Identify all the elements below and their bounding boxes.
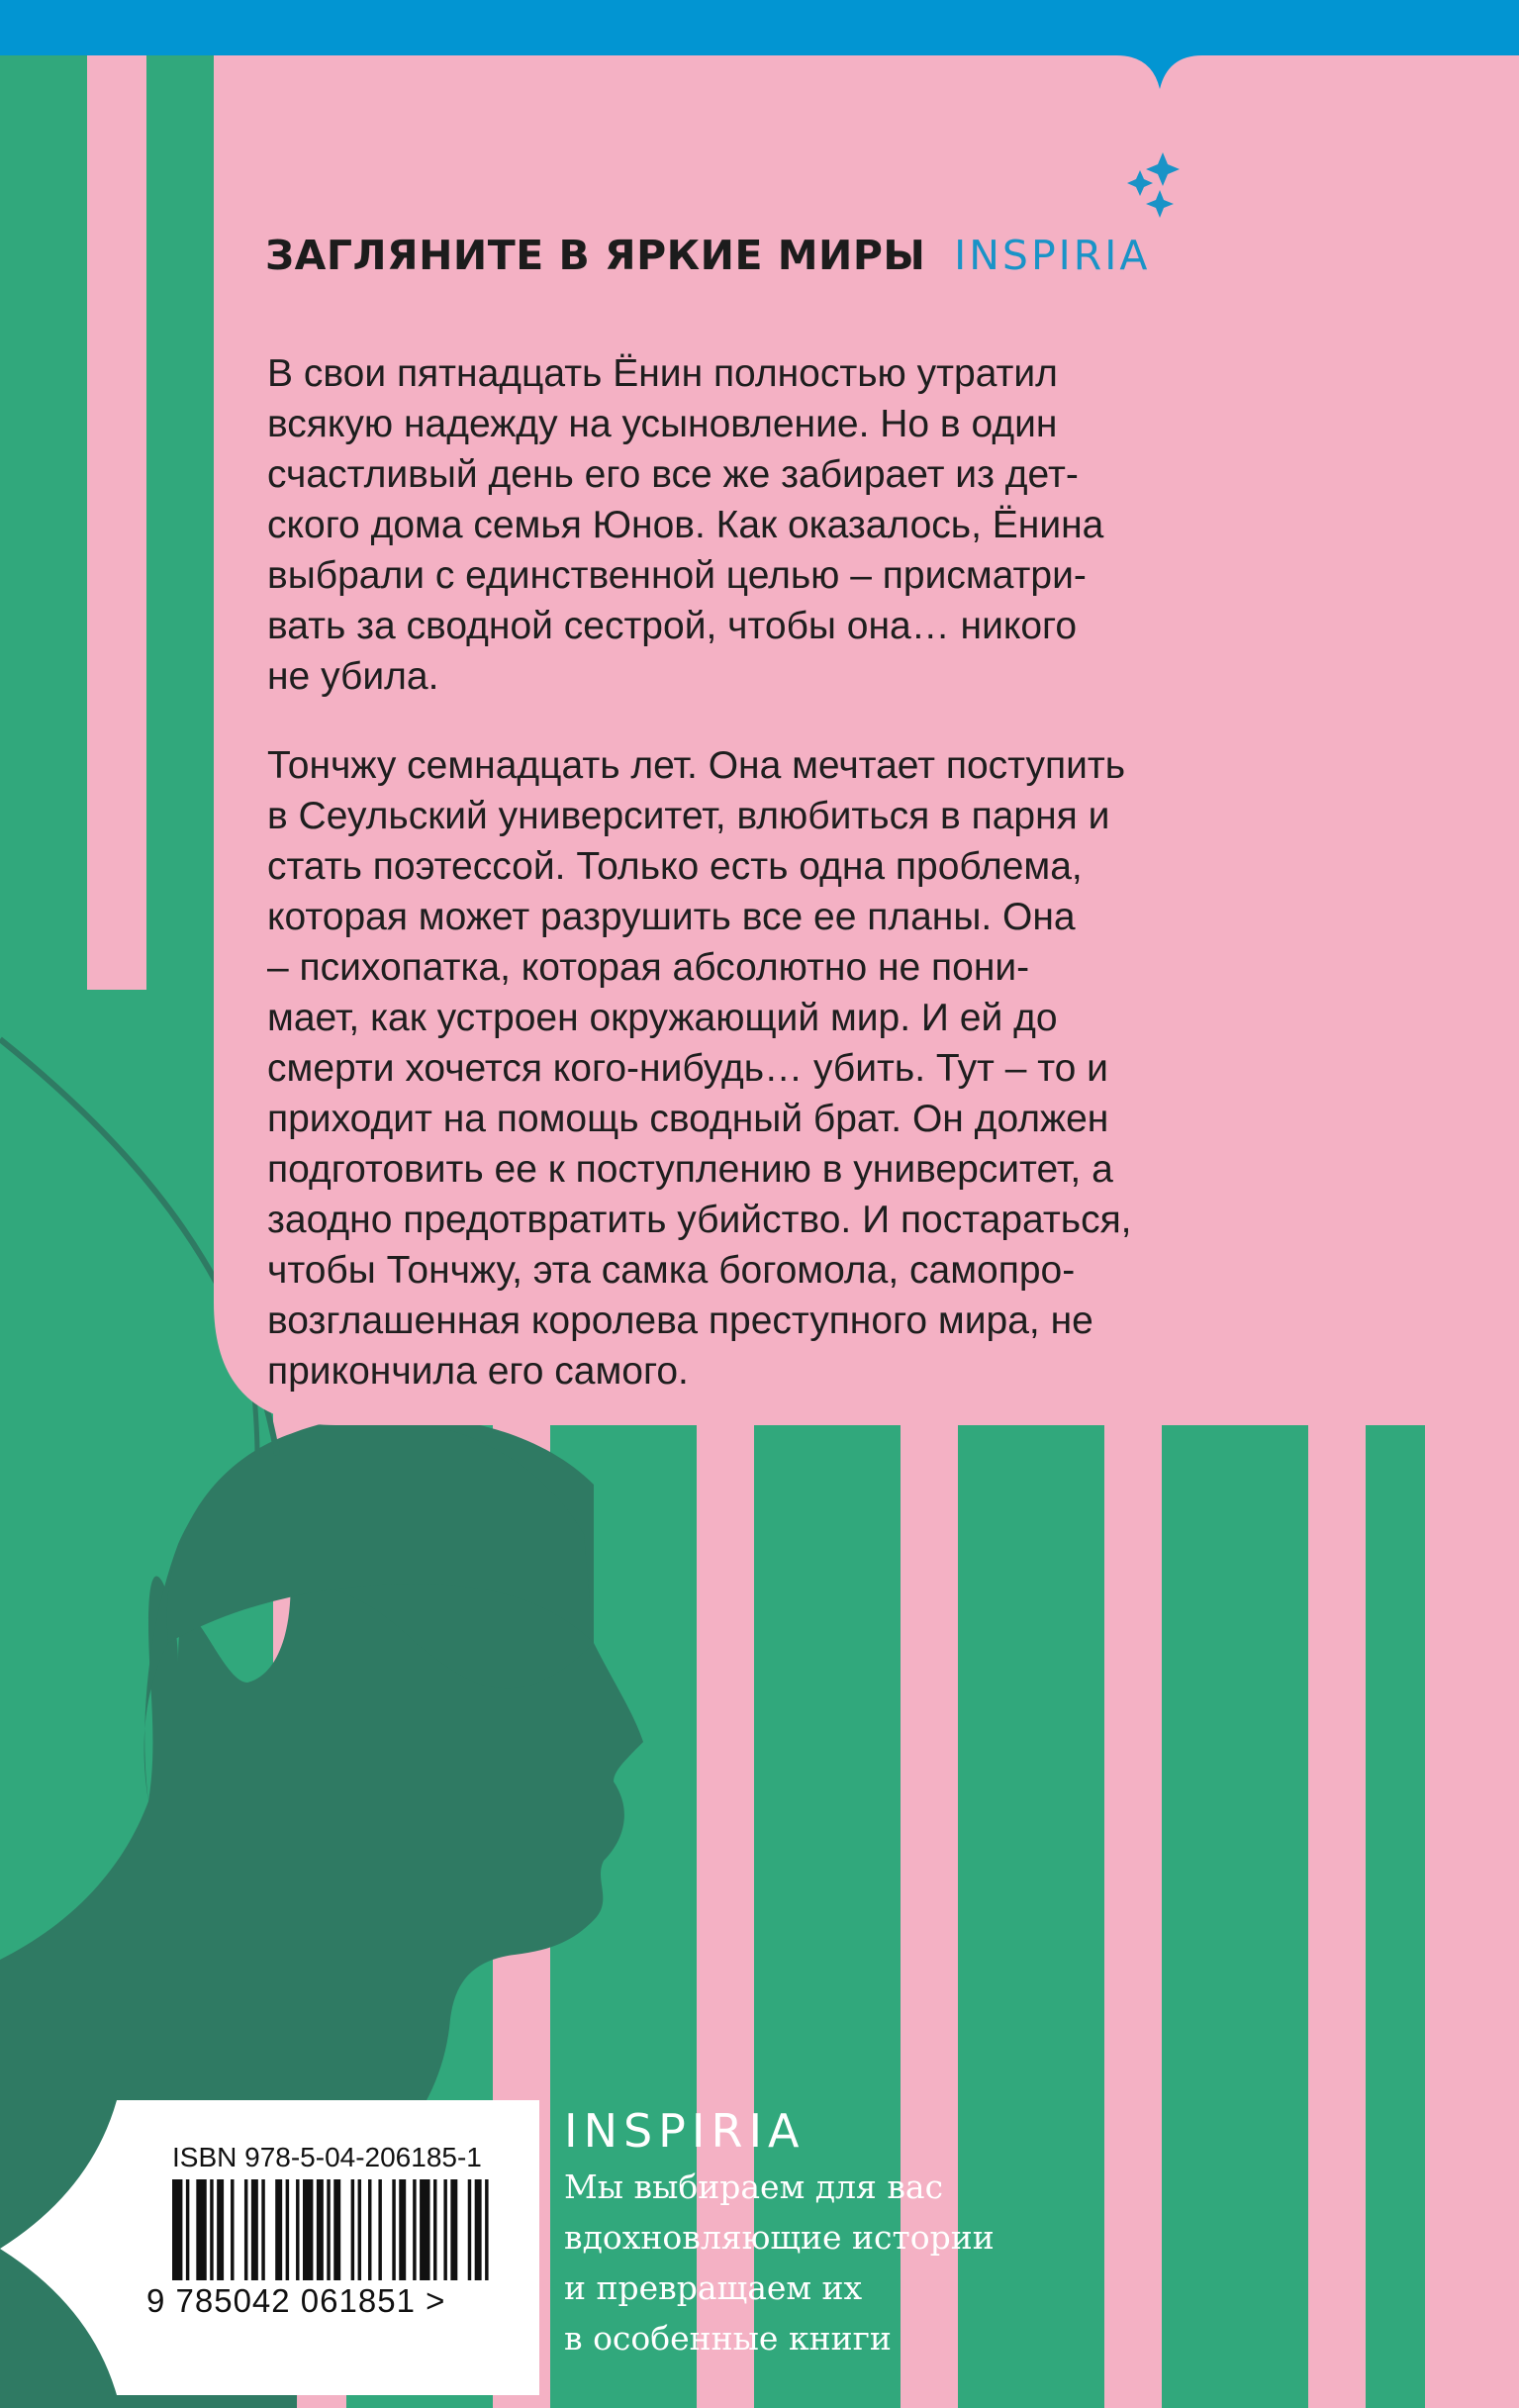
blurb-line: мает, как устроен окружающий мир. И ей до — [267, 997, 1058, 1039]
barcode-bar — [217, 2179, 224, 2280]
barcode-bar — [303, 2179, 313, 2280]
blurb-line: чтобы Тончжу, эта самка богомола, самопро- — [267, 1249, 1076, 1292]
blurb-line: смерти хочется кого-нибудь… убить. Тут – то и — [267, 1047, 1108, 1090]
heading-main: ЗАГЛЯНИТЕ В ЯРКИЕ МИРЫ — [265, 232, 926, 279]
barcode-bar — [210, 2179, 213, 2280]
barcode-bar — [231, 2179, 234, 2280]
barcode-bar — [392, 2179, 395, 2280]
tagline-line: и превращаем их — [564, 2268, 863, 2307]
blurb-line: выбрали с единственной целью – присматри- — [267, 554, 1087, 597]
blurb-line: приходит на помощь сводный брат. Он должен — [267, 1098, 1109, 1140]
blurb-line: в Сеульский университет, влюбиться в парня и — [267, 795, 1110, 837]
barcode-bar — [275, 2179, 282, 2280]
isbn-label: ISBN 978-5-04-206185-1 — [172, 2142, 482, 2172]
barcode-bar — [413, 2179, 416, 2280]
barcode — [172, 2179, 499, 2280]
blurb-line: вать за сводной сестрой, чтобы она… никого — [267, 605, 1078, 647]
barcode-bar — [443, 2179, 446, 2280]
barcode-bar — [485, 2179, 488, 2280]
barcode-bar — [186, 2179, 189, 2280]
blurb-line: всякую надежду на усыновление. Но в один — [267, 403, 1058, 445]
blurb-line: возглашенная королева преступного мира, не — [267, 1300, 1093, 1342]
tagline-line: вдохновляющие истории — [564, 2218, 995, 2257]
barcode-bar — [296, 2179, 299, 2280]
blurb-line: не убила. — [267, 655, 439, 698]
blurb-line: которая может разрушить все ее планы. Она — [267, 896, 1076, 938]
blurb-paragraph-1 — [267, 348, 1376, 702]
blurb-line: В свои пятнадцать Ёнин полностью утратил — [267, 352, 1058, 395]
blurb-line: – психопатка, которая абсолютно не пони- — [267, 946, 1030, 989]
barcode-bar — [172, 2179, 182, 2280]
heading — [265, 232, 1255, 301]
blurb-line: Тончжу семнадцать лет. Она мечтает поступить — [267, 744, 1126, 787]
blurb-line: стать поэтессой. Только есть одна проблема, — [267, 845, 1083, 888]
stripe-bottom-6 — [1162, 1425, 1308, 2408]
barcode-bar — [317, 2179, 324, 2280]
barcode-bar — [399, 2179, 406, 2280]
barcode-bar — [327, 2179, 330, 2280]
top-band — [0, 0, 1519, 89]
barcode-bar — [378, 2179, 381, 2280]
barcode-bar — [351, 2179, 354, 2280]
tagline-line: в особенные книги — [564, 2319, 892, 2358]
blurb-line: ского дома семья Юнов. Как оказалось, Ёнина — [267, 504, 1104, 546]
barcode-bar — [196, 2179, 206, 2280]
barcode-bar — [261, 2179, 264, 2280]
barcode-bar — [333, 2179, 340, 2280]
barcode-bar — [244, 2179, 247, 2280]
blurb-line: прикончила его самого. — [267, 1350, 689, 1393]
barcode-bar — [450, 2179, 457, 2280]
barcode-bar — [475, 2179, 482, 2280]
barcode-bar — [420, 2179, 429, 2280]
barcode-bar — [468, 2179, 471, 2280]
publisher-imprint — [564, 2100, 1059, 2363]
stripe-bottom-7 — [1366, 1425, 1425, 2408]
barcode-bar — [433, 2179, 436, 2280]
heading-brand: INSPIRIA — [954, 232, 1151, 279]
publisher-logo: INSPIRIA — [564, 2104, 806, 2158]
blurb-line: счастливый день его все же забирает из дет- — [267, 453, 1079, 496]
barcode-bar — [358, 2179, 361, 2280]
barcode-bar — [286, 2179, 289, 2280]
barcode-bar — [251, 2179, 258, 2280]
blurb-line: подготовить ее к поступлению в университет, а — [267, 1148, 1113, 1191]
barcode-bar — [368, 2179, 371, 2280]
tagline-line: Мы выбираем для вас — [564, 2167, 944, 2206]
blurb-paragraph-2 — [267, 740, 1376, 1397]
blurb-line: заодно предотвратить убийство. И постараться, — [267, 1199, 1132, 1241]
barcode-digits: 9 785042 061851 > — [146, 2282, 446, 2319]
